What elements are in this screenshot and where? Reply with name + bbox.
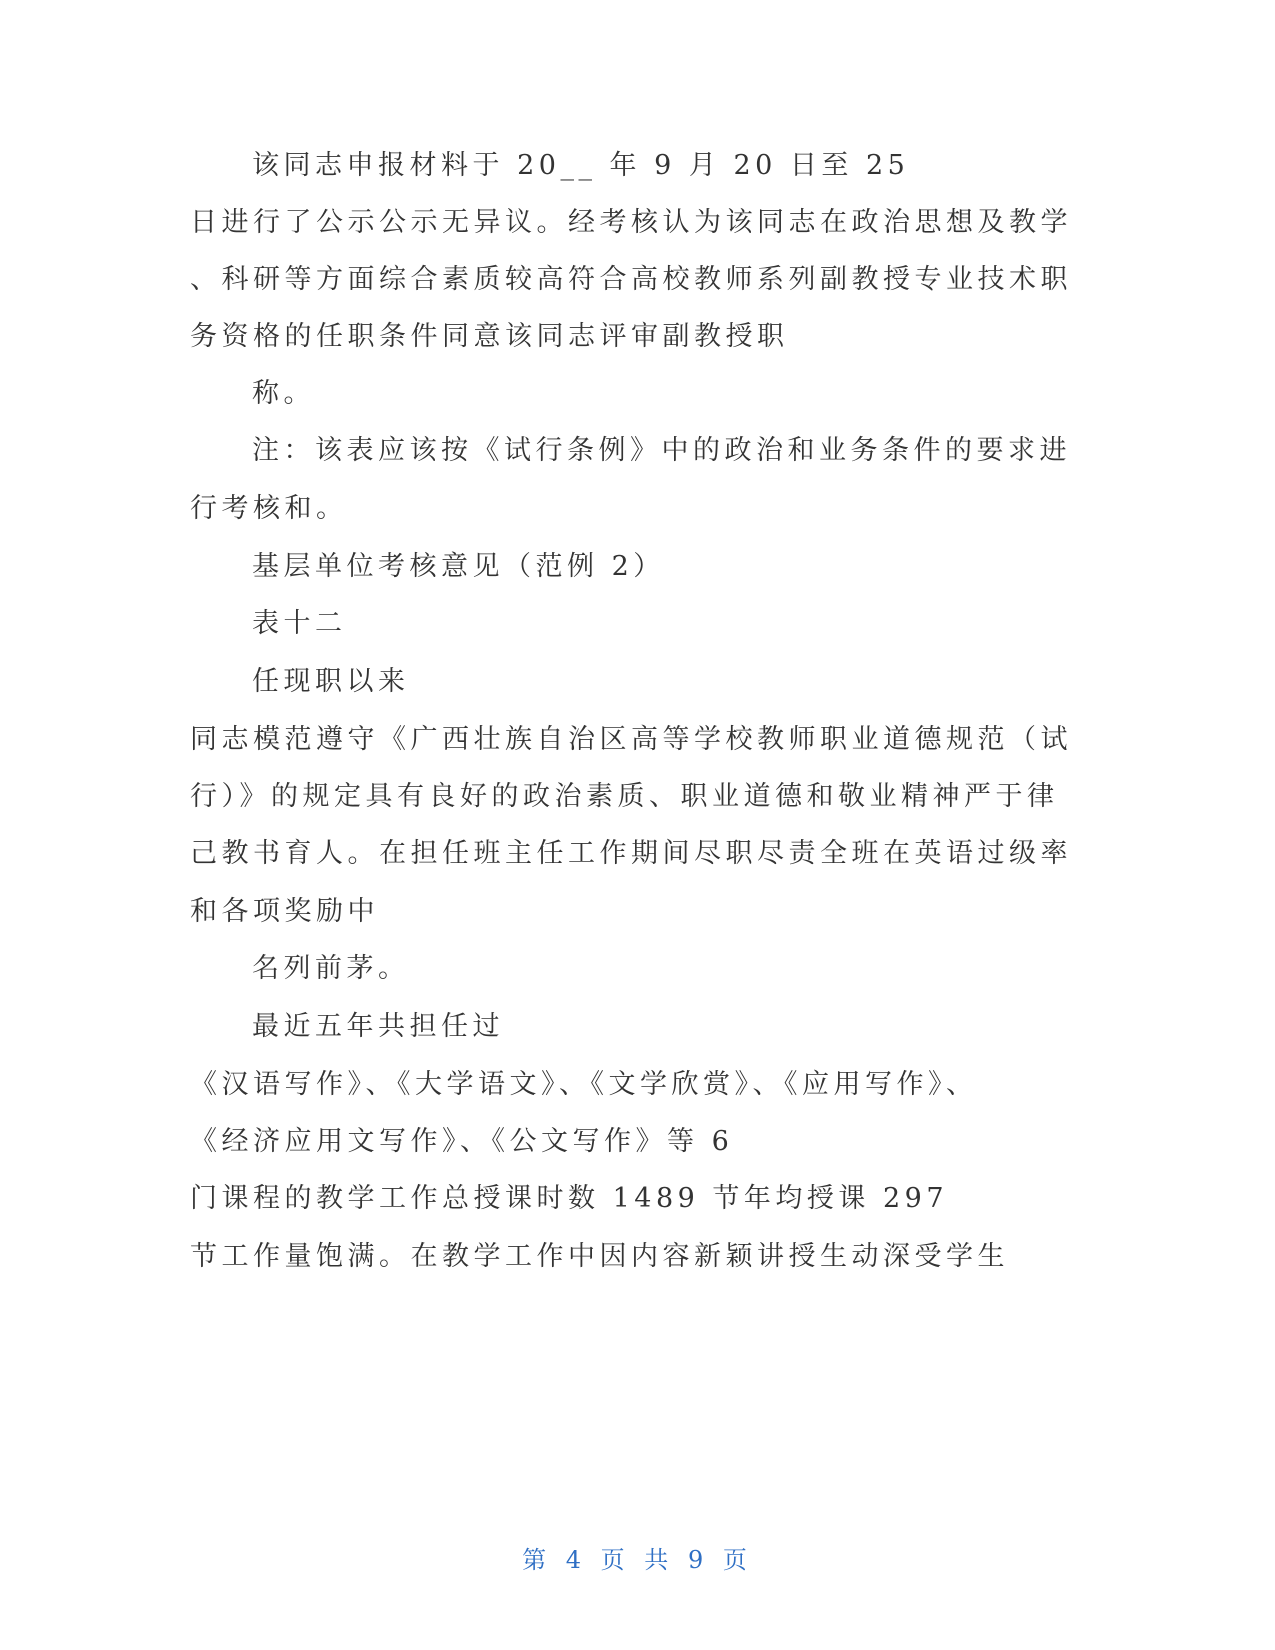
text-line: 基层单位考核意见（范例 2）	[252, 551, 665, 582]
text-line: 名列前茅。	[252, 953, 410, 984]
text-line: 《经济应用文写作》、《公文写作》等 6	[190, 1126, 734, 1157]
text-line: 节工作量饱满。在教学工作中因内容新颖讲授生动深受学生	[190, 1241, 1009, 1272]
text-line: 、科研等方面综合素质较高符合高校教师系列副教授专业技术职	[190, 264, 1072, 295]
text-line: 日进行了公示公示无异议。经考核认为该同志在政治思想及教学	[190, 207, 1072, 238]
text-line: 该同志申报材料于 20__ 年 9 月 20 日至 25	[252, 150, 910, 181]
page-footer: 第 4 页 共 9 页	[522, 1546, 753, 1574]
text-line: 称。	[252, 378, 315, 409]
text-line: 任现职以来	[252, 666, 410, 697]
text-line: 表十二	[252, 608, 347, 639]
text-line: 行）》的规定具有良好的政治素质、职业道德和敬业精神严于律	[190, 781, 1059, 812]
text-line: 门课程的教学工作总授课时数 1489 节年均授课 297	[190, 1183, 948, 1214]
text-line: 注：该表应该按《试行条例》中的政治和业务条件的要求进	[252, 435, 1071, 466]
text-line: 务资格的任职条件同意该同志评审副教授职	[190, 321, 789, 352]
text-line: 最近五年共担任过	[252, 1011, 504, 1042]
text-line: 己教书育人。在担任班主任工作期间尽职尽责全班在英语过级率	[190, 838, 1072, 869]
text-line: 行考核和。	[190, 493, 348, 524]
text-line: 同志模范遵守《广西壮族自治区高等学校教师职业道德规范（试	[190, 724, 1072, 755]
text-line: 《汉语写作》、《大学语文》、《文学欣赏》、《应用写作》、	[190, 1069, 978, 1100]
text-line: 和各项奖励中	[190, 896, 379, 927]
